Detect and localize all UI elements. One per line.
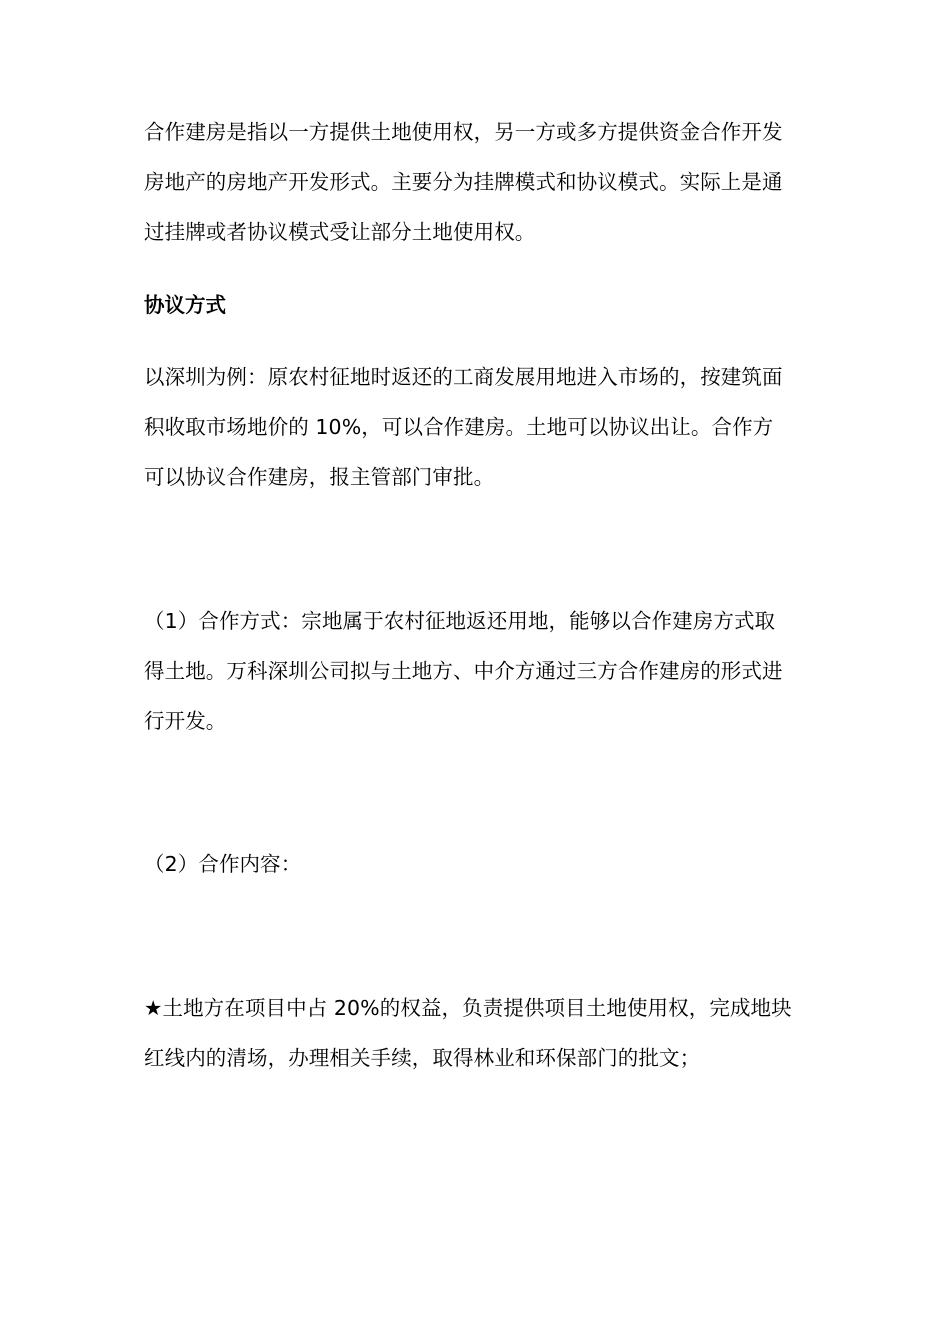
item1-paragraph [144,596,808,746]
item2-paragraph [144,839,808,889]
item1-line-2: 得土地。万科深圳公司拟与土地方、中介方通过三方合作建房的形式进 [144,659,783,683]
intro-line-3: 过挂牌或者协议模式受让部分土地使用权。 [144,220,536,244]
example-line-2: 积收取市场地价的 10%，可以合作建房。土地可以协议出让。合作方 [144,415,774,439]
star-item-line-1: ★土地方在项目中占 20%的权益，负责提供项目土地使用权，完成地块 [144,996,792,1020]
item2-line-1: （2）合作内容： [144,852,302,876]
example-line-3: 可以协议合作建房，报主管部门审批。 [144,465,495,489]
intro-paragraph [144,107,808,257]
item1-line-1: （1）合作方式：宗地属于农村征地返还用地，能够以合作建房方式取 [144,609,776,633]
intro-line-2: 房地产的房地产开发形式。主要分为挂牌模式和协议模式。实际上是通 [144,170,783,194]
intro-line-1: 合作建房是指以一方提供土地使用权，另一方或多方提供资金合作开发 [144,120,783,144]
star-item-paragraph [144,983,808,1083]
example-paragraph [144,352,808,502]
item1-line-3: 行开发。 [144,709,227,733]
section-heading: 协议方式 [144,293,226,317]
star-item-line-2: 红线内的清场，办理相关手续，取得林业和环保部门的批文； [144,1046,701,1070]
example-line-1: 以深圳为例：原农村征地时返还的工商发展用地进入市场的，按建筑面 [144,365,783,389]
